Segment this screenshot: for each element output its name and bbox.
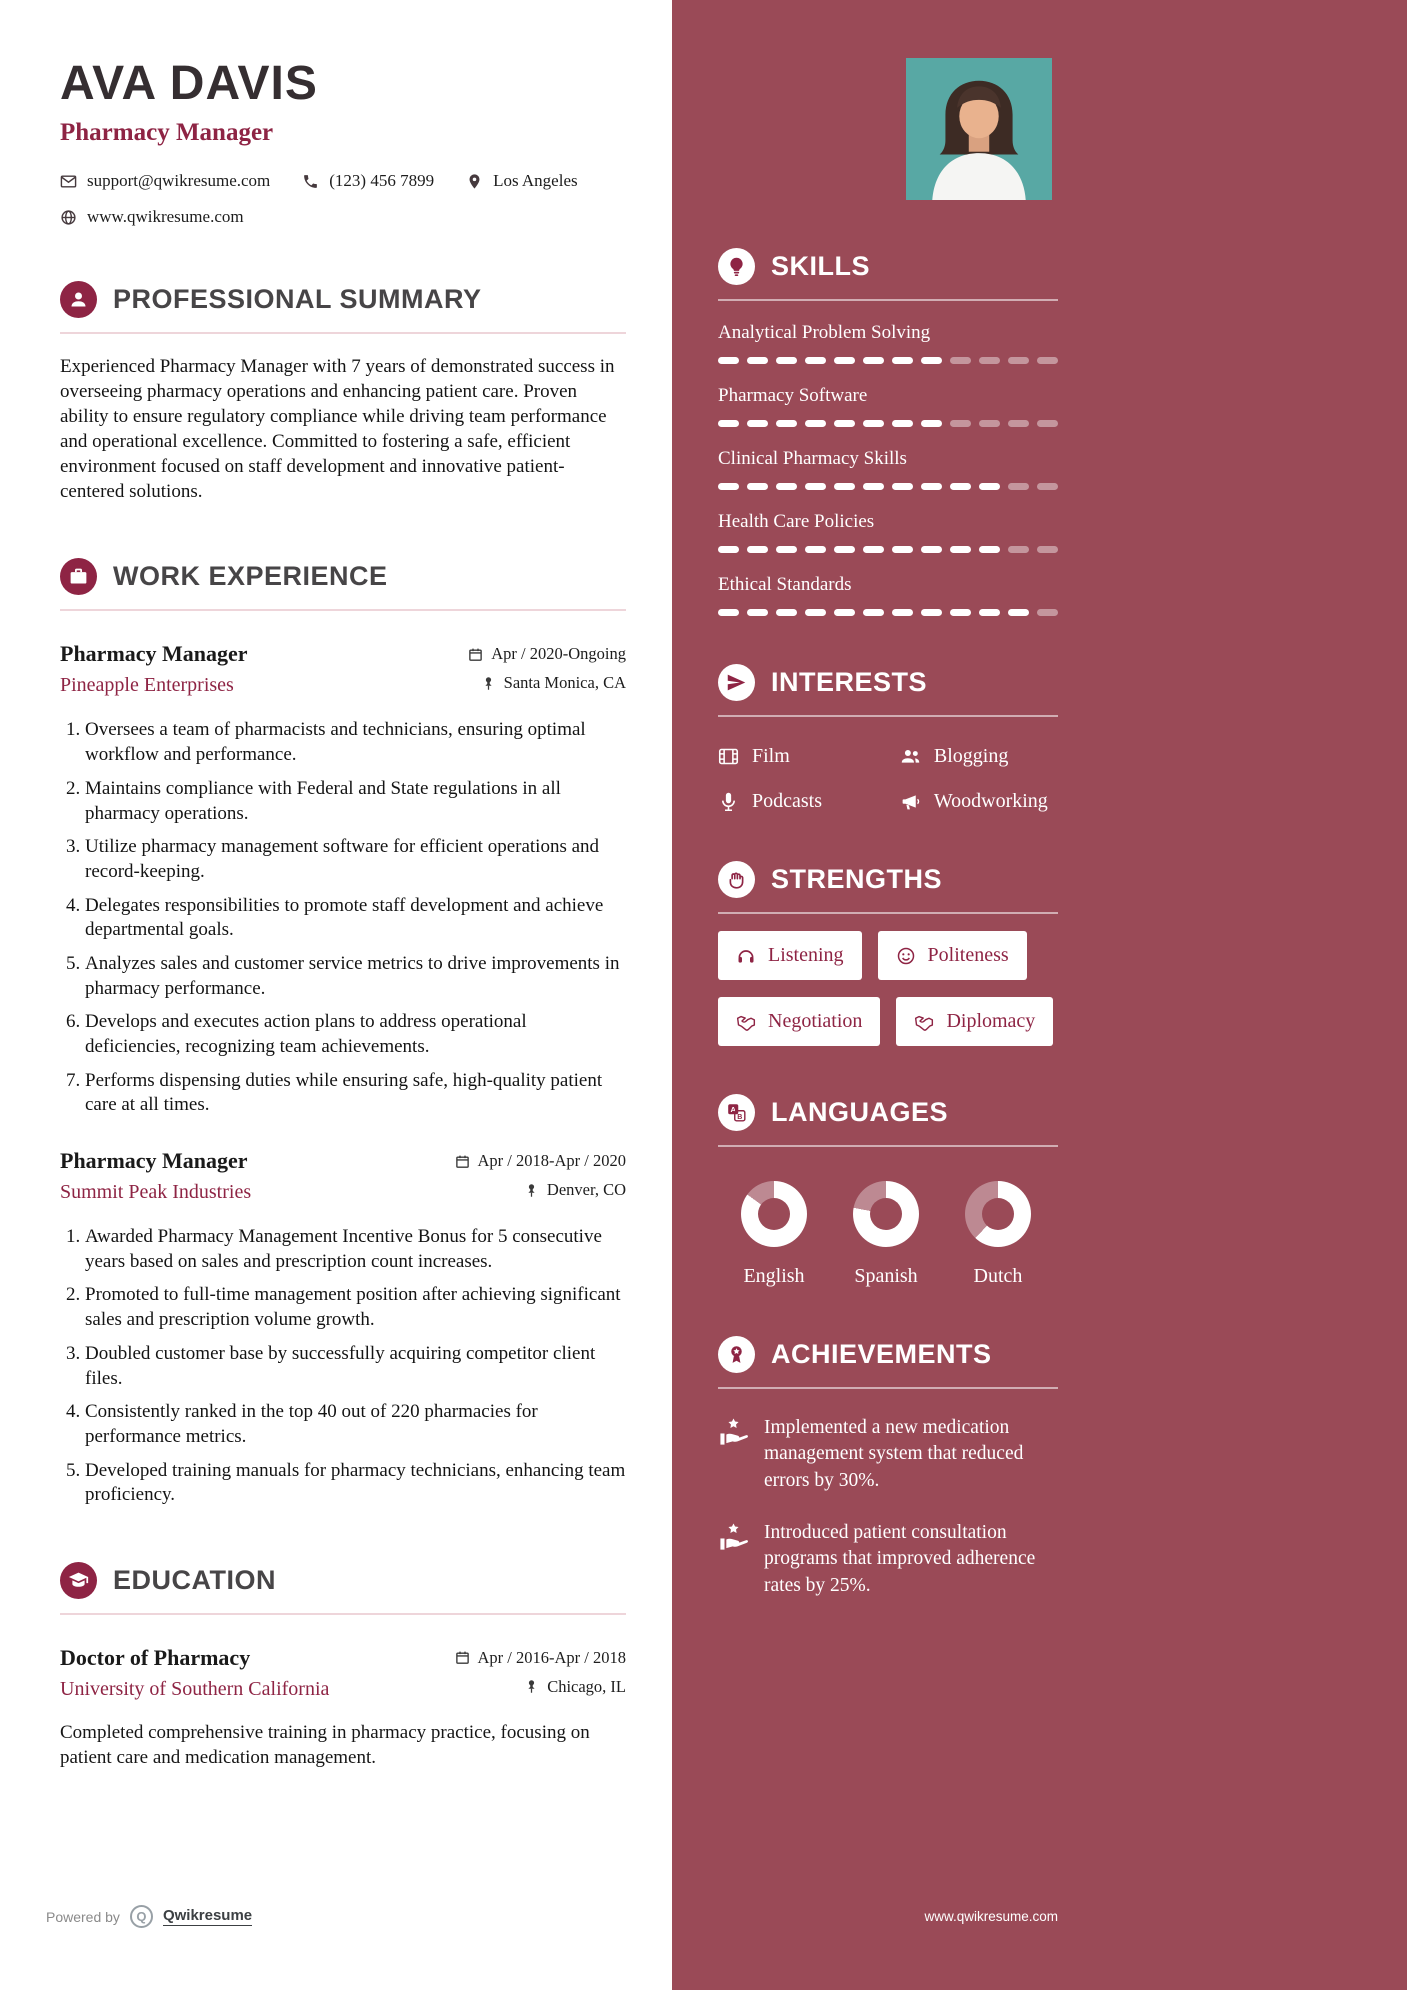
section-achievements xyxy=(718,1336,1058,1599)
powered-by-footer xyxy=(46,1905,252,1928)
language-item xyxy=(942,1181,1054,1288)
microphone-icon xyxy=(718,791,739,812)
paper-plane-icon xyxy=(718,664,755,701)
job-dates xyxy=(455,1151,626,1171)
skill-progress-bar xyxy=(718,420,1058,427)
strength-item xyxy=(878,931,1027,980)
job-location-text: Santa Monica, CA xyxy=(503,673,626,693)
users-icon xyxy=(900,746,921,767)
film-icon xyxy=(718,746,739,767)
job-title: Pharmacy Manager xyxy=(60,641,248,667)
section-heading xyxy=(718,861,1058,914)
lightbulb-icon xyxy=(718,248,755,285)
sidebar xyxy=(672,0,1407,1990)
bullet: 3. Doubled customer base by successfully acquiring competitor client files. xyxy=(85,1342,626,1391)
skill-progress-bar xyxy=(718,609,1058,616)
job-dates xyxy=(468,644,626,664)
section-interests xyxy=(718,664,1058,813)
svg-text:A: A xyxy=(730,1105,736,1115)
language-label: Dutch xyxy=(973,1265,1023,1287)
calendar-icon xyxy=(455,1154,470,1169)
briefcase-icon xyxy=(60,558,97,595)
skill-progress-bar xyxy=(718,546,1058,553)
language-item xyxy=(718,1181,830,1288)
language-donut-chart xyxy=(741,1181,807,1247)
skill-label: Clinical Pharmacy Skills xyxy=(718,448,907,469)
bullet: 7. Performs dispensing duties while ensuring safe, high-quality patient care at all times. xyxy=(85,1069,626,1118)
smiley-icon xyxy=(896,946,916,966)
calendar-icon xyxy=(468,647,483,662)
skill-progress-bar xyxy=(718,357,1058,364)
summary-text: Experienced Pharmacy Manager with 7 years of demonstrated success in overseeing pharmacy operations and enhancing patient care. Proven ability to ensure regulatory compliance while driving team performance and operational excellence. Committed to fostering a safe, efficient environment focused on staff development and innovative patient-centered solutions. xyxy=(60,356,615,503)
section-strengths xyxy=(718,861,1058,1046)
website-text: www.qwikresume.com xyxy=(87,207,244,226)
person-icon xyxy=(60,281,97,318)
section-professional-summary xyxy=(60,281,626,504)
qwikresume-logo-icon: Q xyxy=(130,1905,153,1928)
pushpin-icon xyxy=(524,1679,539,1694)
strength-label: Diplomacy xyxy=(946,1010,1036,1032)
strengths-heading: STRENGTHS xyxy=(771,864,943,894)
language-donut-chart xyxy=(965,1181,1031,1247)
skill-progress-bar xyxy=(718,483,1058,490)
bullet: 5. Developed training manuals for pharmacy technicians, enhancing team proficiency. xyxy=(85,1459,626,1508)
language-label: Spanish xyxy=(854,1265,918,1287)
section-heading xyxy=(718,1336,1058,1389)
strength-item xyxy=(896,997,1053,1046)
job-header xyxy=(60,1148,626,1209)
language-donut-chart xyxy=(853,1181,919,1247)
contact-location xyxy=(466,171,578,191)
profile-photo xyxy=(906,58,1052,200)
skill-label: Ethical Standards xyxy=(718,574,852,595)
globe-icon xyxy=(60,209,77,226)
person-job-title: Pharmacy Manager xyxy=(60,119,274,146)
section-skills xyxy=(718,248,1058,616)
bullet: 3. Utilize pharmacy management software for efficient operations and record-keeping. xyxy=(85,835,626,884)
education-location xyxy=(455,1677,626,1697)
school-name: University of Southern California xyxy=(60,1677,330,1700)
email-text: support@qwikresume.com xyxy=(87,171,271,190)
section-heading xyxy=(60,1562,626,1615)
bullet: 1. Awarded Pharmacy Management Incentive Bonus for 5 consecutive years based on sales and prescription count increases. xyxy=(85,1225,626,1274)
strength-label: Politeness xyxy=(927,944,1009,966)
contact-row xyxy=(60,171,626,191)
hand-star-icon xyxy=(718,1417,749,1494)
handshake-icon xyxy=(736,1012,756,1032)
interest-label: Podcasts xyxy=(752,790,822,812)
qwikresume-brand-link[interactable]: Qwikresume xyxy=(162,1907,253,1924)
job-bullets xyxy=(60,1225,626,1508)
job-location xyxy=(468,673,626,693)
section-heading xyxy=(718,248,1058,301)
job-header xyxy=(60,641,626,702)
phone-icon xyxy=(302,173,319,190)
education-location-text: Chicago, IL xyxy=(547,1676,626,1696)
job-meta xyxy=(455,1148,626,1209)
education-dates-text: Apr / 2016-Apr / 2018 xyxy=(477,1647,626,1667)
bullet: 1. Oversees a team of pharmacists and technicians, ensuring optimal workflow and performance. xyxy=(85,718,626,767)
strengths-row xyxy=(718,931,1058,980)
website-footer: www.qwikresume.com xyxy=(924,1909,1058,1924)
education-header xyxy=(60,1645,626,1706)
section-heading xyxy=(718,664,1058,717)
job-entry xyxy=(60,1148,626,1508)
pushpin-icon xyxy=(481,676,496,691)
degree-title: Doctor of Pharmacy xyxy=(60,1644,251,1670)
strength-item xyxy=(718,931,862,980)
strengths-row xyxy=(718,997,1058,1046)
strength-item xyxy=(718,997,880,1046)
person-name: AVA DAVIS xyxy=(60,57,318,110)
interest-label: Film xyxy=(752,745,790,767)
bullet: 5. Analyzes sales and customer service metrics to drive improvements in pharmacy performance. xyxy=(85,952,626,1001)
languages-row xyxy=(718,1181,1058,1288)
contact-phone xyxy=(302,171,434,191)
interest-item xyxy=(718,790,900,813)
headphones-icon xyxy=(736,946,756,966)
language-item xyxy=(830,1181,942,1288)
job-dates-text: Apr / 2018-Apr / 2020 xyxy=(477,1151,626,1171)
job-dates-text: Apr / 2020-Ongoing xyxy=(491,644,626,664)
calendar-icon xyxy=(455,1650,470,1665)
job-meta xyxy=(468,641,626,702)
section-education xyxy=(60,1562,626,1770)
location-text: Los Angeles xyxy=(493,171,578,190)
skill-item xyxy=(718,322,1058,364)
interest-label: Woodworking xyxy=(933,790,1048,812)
strength-label: Listening xyxy=(768,944,844,966)
section-languages xyxy=(718,1094,1058,1288)
megaphone-icon xyxy=(900,791,921,812)
bullet: 2. Promoted to full-time management position after achieving significant sales and prescription volume growth. xyxy=(85,1283,626,1332)
job-entry xyxy=(60,641,626,1118)
section-heading xyxy=(718,1094,1058,1147)
summary-heading: PROFESSIONAL SUMMARY xyxy=(113,284,482,314)
bullet: 6. Develops and executes action plans to address operational deficiencies, recognizing team achievements. xyxy=(85,1010,626,1059)
left-column xyxy=(0,0,672,1990)
skill-label: Analytical Problem Solving xyxy=(718,322,931,343)
languages-heading: LANGUAGES xyxy=(771,1097,949,1127)
bullet: 4. Consistently ranked in the top 40 out of 220 pharmacies for performance metrics. xyxy=(85,1400,626,1449)
section-heading xyxy=(60,281,626,334)
education-dates xyxy=(455,1648,626,1668)
graduation-cap-icon xyxy=(60,1562,97,1599)
handshake-icon xyxy=(914,1012,934,1032)
job-company: Summit Peak Industries xyxy=(60,1181,252,1204)
contact-row-2 xyxy=(60,207,626,227)
location-pin-icon xyxy=(466,173,483,190)
job-location xyxy=(455,1180,626,1200)
interest-item xyxy=(900,790,1058,813)
svg-text:B: B xyxy=(737,1113,743,1121)
skill-item xyxy=(718,448,1058,490)
education-entry xyxy=(60,1645,626,1770)
phone-text: (123) 456 7899 xyxy=(329,171,435,190)
interests-heading: INTERESTS xyxy=(771,667,928,697)
job-location-text: Denver, CO xyxy=(546,1180,626,1200)
achievements-heading: ACHIEVEMENTS xyxy=(771,1339,992,1369)
skills-heading: SKILLS xyxy=(771,251,871,281)
skill-item xyxy=(718,511,1058,553)
education-meta xyxy=(455,1645,626,1706)
language-label: English xyxy=(743,1265,805,1287)
job-bullets xyxy=(60,718,626,1118)
achievement-item xyxy=(718,1415,1058,1494)
skill-item xyxy=(718,385,1058,427)
achievement-item xyxy=(718,1520,1058,1599)
powered-by-label: Powered by xyxy=(46,1908,120,1925)
strength-label: Negotiation xyxy=(768,1010,863,1032)
skill-label: Pharmacy Software xyxy=(718,385,868,406)
fist-icon xyxy=(718,861,755,898)
contact-email xyxy=(60,171,270,191)
work-heading: WORK EXPERIENCE xyxy=(113,561,388,592)
interest-label: Blogging xyxy=(933,745,1009,767)
contact-website xyxy=(60,207,244,227)
skill-label: Health Care Policies xyxy=(718,511,875,532)
section-work-experience xyxy=(60,558,626,1508)
section-heading xyxy=(60,558,626,611)
job-title: Pharmacy Manager xyxy=(60,1148,248,1174)
envelope-icon xyxy=(60,173,77,190)
bullet: 2. Maintains compliance with Federal and State regulations in all pharmacy operations. xyxy=(85,777,626,826)
pushpin-icon xyxy=(524,1183,539,1198)
education-heading: EDUCATION xyxy=(113,1564,276,1595)
award-star-icon xyxy=(718,1336,755,1373)
hand-star-icon xyxy=(718,1522,749,1599)
skill-item xyxy=(718,574,1058,616)
bullet: 4. Delegates responsibilities to promote staff development and achieve departmental goals. xyxy=(85,894,626,943)
education-description: Completed comprehensive training in pharmacy practice, focusing on patient care and medication management. xyxy=(60,1721,590,1769)
translate-icon xyxy=(718,1094,755,1131)
achievement-text: Implemented a new medication management system that reduced errors by 30%. xyxy=(764,1417,1024,1491)
interest-item xyxy=(900,745,1058,768)
interests-grid xyxy=(718,745,1058,813)
achievement-text: Introduced patient consultation programs that improved adherence rates by 25%. xyxy=(764,1521,1036,1596)
interest-item xyxy=(718,745,900,768)
job-company: Pineapple Enterprises xyxy=(60,674,234,697)
